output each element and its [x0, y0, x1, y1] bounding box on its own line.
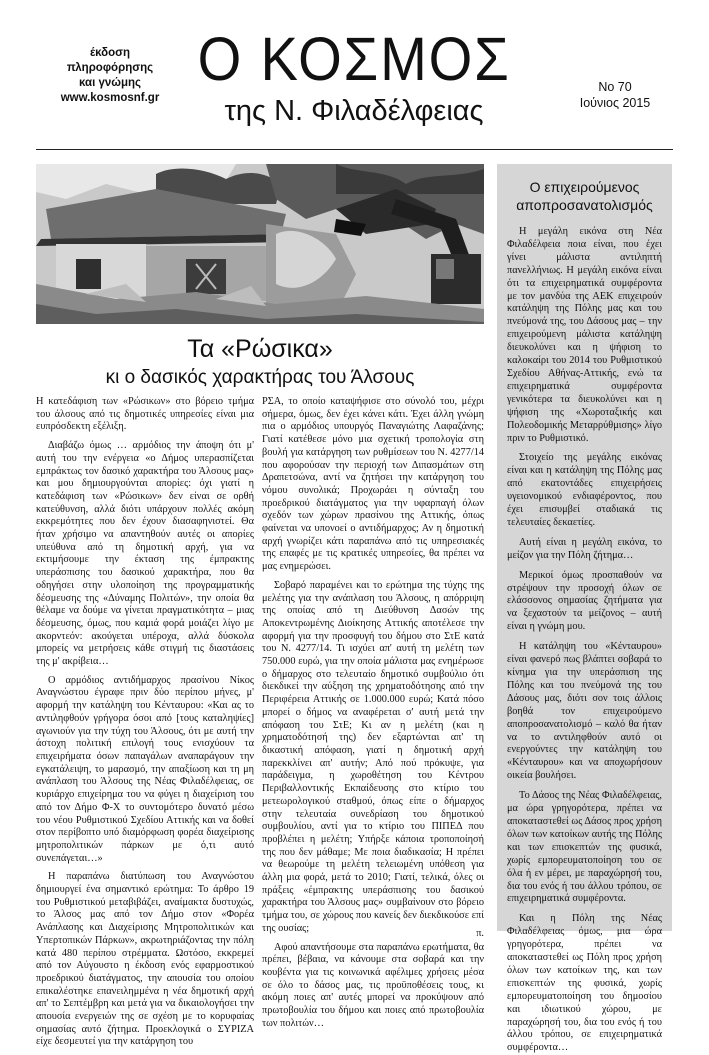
website-link[interactable]: www.kosmosnf.gr [60, 92, 160, 104]
demolition-photo [36, 164, 484, 324]
newspaper-title: Ο ΚΟΣΜΟΣ [197, 25, 511, 93]
masthead-divider [36, 149, 673, 150]
sidebar-paragraph: Αυτή είναι η μεγάλη εικόνα, το μείζον για την Πόλη ζήτημα… [507, 536, 662, 561]
sidebar-title: Ο επιχειρούμενος αποπροσανατολισμός [516, 179, 653, 213]
masthead-tagline [50, 46, 170, 106]
tagline-line-1: έκδοση [89, 47, 131, 59]
article-paragraph: Η κατεδάφιση των «Ρώσικων» στο βόρειο τμήμα του άλσους από τις δημοτικές υπηρεσίες είναι μια ευπρόσδεκτη εξέλιξη. [36, 396, 254, 433]
sidebar-box [497, 164, 672, 1054]
sidebar-paragraph: Και η Πόλη της Νέας Φιλαδέλφειας όμως, μια ώρα γρηγορότερα, πρέπει να αποκαταστεθεί ως Πόλη προς χρήση όλων των κατοίκων της, και των επισκεπτών της φυσικά, χωρίς εμπορευματοποίηση του δημοσίου και ιδιωτικού χώρου, με παραχώρησή του, δια του ενός ή του άλλου τρόπου, σε επιχειρηματικά συμφέροντα… [507, 913, 662, 1054]
sidebar-paragraph: Η κατάληψη του «Κένταυρου» είναι φανερό πως βλάπτει σοβαρά το κίνημα για την υπεράσπιση της Πόλης και του πνεύμονά της του Δάσους μας, διότι σον τοις άλλοις βοηθά τον επιχειρούμενο αποπροσανατολισμό – καλό θα ήταν να το αντιληφθούν αυτό οι ενεργούντες την κατάληψη του «Κένταυρου» και να αποχωρήσουν οικεία βουλήσει. [507, 641, 662, 782]
sidebar-paragraph: Η μεγάλη εικόνα στη Νέα Φιλαδέλφεια ποια είναι, που έχει γίνει μάλιστα αντιληπτή πανελλήνιως. Η μεγάλη εικόνα είναι ότι τα επιχειρηματικά συμφέροντα με τον μανδύα της ΑΕΚ επιχειρούν κατάληψη της Πόλης μας και του πνεύμονά της, του Δάσους μας – την επιχειρούμενη μάλιστα κατάληψη διευκολύνει και η ψήφιση το καλοκαίρι του 2014 του Ρυθμιστικού Σχεδίου Αθήνας-Αττικής, ενώ τα επιχειρηματικά συμφέροντα γενικότερα τα διευκολύνει και η ψήφιση της «Χωροταξικής και Πολεοδομικής Μεταρρύθμισης» λίγο πριν το Ρυθμιστικό. [507, 226, 662, 444]
newspaper-subtitle: της Ν. Φιλαδέλφειας [224, 95, 484, 127]
sidebar-paragraph: Στοιχείο της μεγάλης εικόνας είναι και η κατάληψη της Πόλης μας από εκατοντάδες επιχειρήσεις υγειονομικού ενδιαφέροντος, που έχει επισυμβεί σταδιακά τις τελευταίες δεκαετίες. [507, 452, 662, 528]
sidebar-paragraph: Μερικοί όμως προσπαθούν να στρέψουν την προσοχή όλων σε ελάσσονος σημασίας ζητήματα για να ξεχαστούν τα μείζονος – αυτή είναι η γνώμη μου. [507, 569, 662, 633]
issue-date: Ιούνιος 2015 [579, 96, 651, 110]
tagline-line-3: και γνώμης [78, 77, 142, 89]
article-paragraph: Ο αρμόδιος αντιδήμαρχος πρασίνου Νίκος Αναγνώστου έγραφε πριν δύο περίπου μήνες, μ' αφορμή την κατάληψη του Κένταυρου: «Και ας το αντιληφθούν γρήγορα όσοι από [τους καταληψίες] αγωνιούν για την τύχη του Άλσους, ότι με αυτή την άστοχη πολιτική επιλογή τους ενισχύουν τα επιχειρήματα όσων παπαγάλων αναπαράγουν την εγκατάλειψη, το μαρασμό, την απαξίωση και τη μη ανάπλαση του Άλσους της Νέας Φιλαδέλφειας, σε κυριάρχο επιχείρημα του να φύγει η διαχείριση του από τον Δήμο Φ-Χ το συντομότερο δυνατό μέσω του νέου Ρυθμιστικού Σχεδίου Αττικής και να δοθεί στον περίβοπτο υπό διαμόρφωση φορέα διαχείρισης μητροπολιτικών πάρκων με ό,τι αυτό συνεπάγεται…» [36, 674, 254, 864]
article-paragraph: Αφού απαντήσουμε στα παραπάνω ερωτήματα, θα πρέπει, βέβαια, να κάνουμε στα σοβαρά και την κουβέντα για τις κοινωνικά αφέλιμες χρήσεις μέσα σε όλο το δάσος μας, τις προϋποθέσεις τους, κι ακόμη ποιες απ' αυτές μπορεί να προκύψουν από πρωτοβουλία του δήμου και ποιες από πρωτοβουλία των πολιτών… [262, 941, 484, 1029]
sidebar-paragraph: Το Δάσος της Νέας Φιλαδέλφειας, μα ώρα γρηγορότερα, πρέπει να αποκαταστεθεί ως Δάσος προς χρήση όλων των κατοίκων αυτής της Πόλης και των επισκεπτών της φυσικά, χωρίς εμπορευματοποίηση του σε όλα ή εν μέρει, με παραχώρησή του, δια του ενός ή του άλλου τρόπου, σε επιχειρηματικά συμφέροντα. [507, 790, 662, 905]
article-column-2 [262, 396, 484, 1029]
article-paragraph: Η παραπάνω διατύπωση του Αναγνώστου δημιουργεί ένα σημαντικό ερώτημα: Το άρθρο 19 του Ρυθμιστικού μεταβιβάζει, αναίμακτα δυστυχώς, το Άλσος μας από τον Δήμο στον «Φορέα Ανάπλασης και Διαχείρισης Μητροπολιτικών και Υπερτοπικών Πάρκων», ακρωτηριάζοντας την πόλη κατά 480 περίπου στρέμματα. Ωστόσο, εκκρεμεί από τον Αύγουστο η έκδοση ενός εφαρμοστικού προεδρικού διατάγματος, την απουσία του οποίου επικαλέστηκε επανειλημμένα η νέα δημοτική αρχή απ' το Σεπτέμβρη και μετά για να δικαιολογήσει την απουσία ενεργειών της σε σχέση με το κορυφαίας σημασίας αυτό ζήτημα. Προεκλογικά ο ΣΥΡΙΖΑ είχε δεσμευτεί για την κατάργηση του [36, 871, 254, 1048]
author-signature: π. [476, 928, 484, 940]
article-subheadline: κι ο δασικός χαρακτήρας του Άλσους [105, 367, 415, 388]
article-column-1 [36, 396, 254, 1048]
tagline-line-2: πληροφόρησης [66, 62, 154, 74]
issue-info [560, 79, 670, 111]
article-paragraph: Διαβάζω όμως … αρμόδιος την άποψη ότι μ' αυτή του την ενέργεια «ο Δήμος υπερασπίζεται εμπράκτως τον δασικό χαρακτήρα του Άλσους μας» και μου δημιουργούνται απορίες: όχι γιατί η κατεδάφιση των «Ρώσικων» δεν είναι σε ορθή κατεύθυνση, αλλά διότι υπάρχουν πολλές ακόμη εκκρεμότητες που δεν έχουν διασαφηνιστεί. Θα ήταν χρήσιμο να απαντηθούν αυτές οι απορίες υπεύθυνα από τη δημοτική αρχή, για να εκτιμήσουμε την έκταση της έμπρακτης υπεράσπισης του δασικού χαρακτήρα, που θα οδηγήσει στην υλοποίηση της προγραμματικής δέσμευσης της «Δύναμης Πολιτών», την οποία θα θέλαμε να δούμε να γίνεται πραγματικότητα – μιας δέσμευσης, όμως, που καμιά φορά μοιάζει λίγο με ακορντεόν: ακούγεται υπέροχα, αλλά δύσκολα μπορείς να μετρήσεις κάθε στιγμή τις διαστάσεις της μ' ακρίβεια… [36, 440, 254, 668]
article-paragraph: ΡΣΑ, το οποίο καταψήφισε στο σύνολό του, μέχρι σήμερα, όμως, δεν έχει κάνει κάτι. Έχει άλλη γνώμη πια ο αρμόδιος υπουργός Παναγιώτης Λαφαζάνης; Γιατί κατέθεσε μόνο μια σχετική τροπολογία στη βουλή για κατάργηση των ρυθμίσεων του Ν. 4277/14 που αφορούσαν την περιοχή των Διπασμάτων στη Δραπετσώνα, αντί να ζητήσει την κατάργηση του νόμου συνολικά; Προχωράει η σύνταξη του προεδρικού διατάγματος για την υφαρπαγή όλων σχεδόν των χώρων πρασίνου της Αττικής, όπως φαίνεται να υπονοεί ο αντιδήμαρχος; Αν η δημοτική αρχή γνωρίζει κάτι παραπάνω από τις υπηρεσιακές της επαφές με τις κρατικές υπηρεσίες, θα πρέπει να μας ενημερώσει. [262, 396, 484, 573]
article-headline: Τα «Ρώσικα» [187, 335, 333, 363]
sidebar-body [507, 226, 662, 1055]
article-paragraph: Σοβαρό παραμένει και το ερώτημα της τύχης της μελέτης για την ανάπλαση του Άλσους, η απόρριψη της οποίας από τη Διεύθυνση Δασών της Αποκεντρωμένης Διοίκησης Αττικής αποτέλεσε την αφορμή για την προσφυγή του δήμου στο ΣτΕ κατά του Ν. 4277/14. Τι ισχύει απ' αυτή τη μελέτη των 750.000 ευρώ, για την οποία μάλιστα μας ενημέρωσε ο δήμαρχος στο τελευταίο δημοτικό συμβούλιο ότι διεκδικεί την αύξηση της χρηματοδότησης από την Περιφέρεια Αττικής σε 1.000.000 ευρώ; Κατά πόσο μπορεί ο δήμος να αναφέρεται σ' αυτή μετά την απόφαση του ΣτΕ; Κι αν η μελέτη (και η χρηματοδότησή της) δεν εξαρτώνται απ' τη δικαστική απόφαση, γιατί η δημοτική αρχή παρεκκλίνει απ' αυτήν; Από πού πρόκυψε, για παράδειγμα, η χωροθέτηση του Κέντρου Περιβαλλοντικής Εκπαίδευσης στο κτίριο του μετεωρολογικού σταθμού, όπως είπε ο δήμαρχος στην τελευταία συνεδρίαση του δημοτικού συμβουλίου, αντί για το κτίριο του ΠΙΠΕΔ που προβλέπει η μελέτη; Υπήρξε κάποια τροποποίησή της που δεν μάθαμε; Με ποια διαδικασία; Η πρέπει να θεωρούμε τη μελέτη τελειωμένη υπόθεση για άλλη μια φορά, μετά το 2010; Γιατί, τελικά, όλες οι πράξεις «έμπρακτης υπεράσπισης του δασικού χαρακτήρα του Άλσους μας» συμβαίνουν στο βόρειο τμήμα του, σε χώρους που κανείς δεν διεκδικούσε επί της ουσίας; [262, 579, 484, 934]
issue-number: Νο 70 [598, 80, 632, 94]
